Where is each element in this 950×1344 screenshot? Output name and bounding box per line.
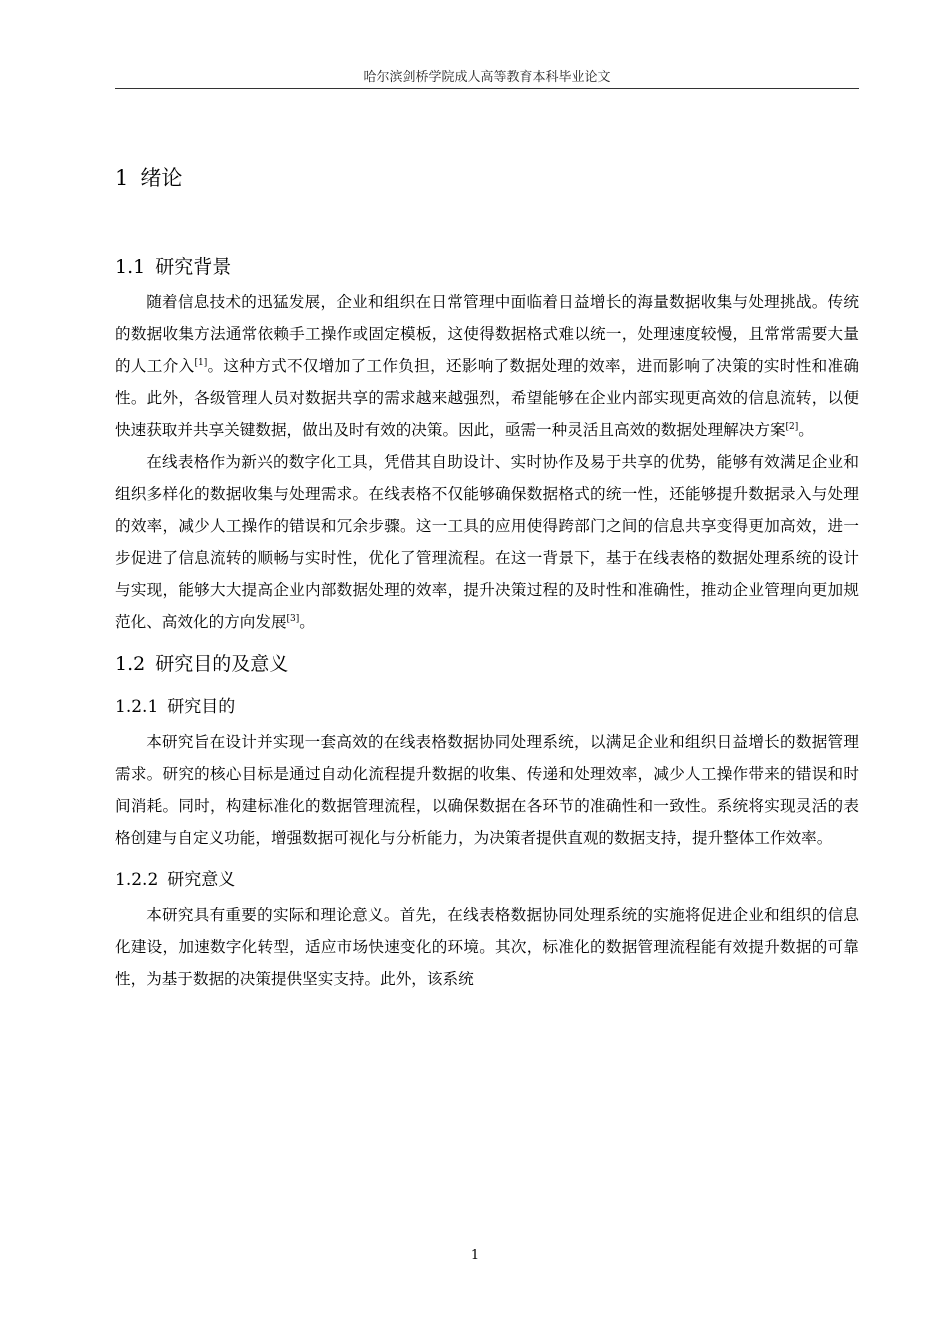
chapter-number: 1 — [115, 166, 129, 190]
significance-paragraph: 本研究具有重要的实际和理论意义。首先，在线表格数据协同处理系统的实施将促进企业和组织的信息化建设，加速数字化转型，适应市场快速变化的环境。其次，标准化的数据管理流程能有效提升数据的可靠性，为基于数据的决策提供坚实支持。此外，该系统 — [115, 906, 859, 988]
section-title: 研究目的及意义 — [155, 653, 289, 675]
subsection-heading-1-2-2 — [115, 863, 859, 897]
purpose-paragraph: 本研究旨在设计并实现一套高效的在线表格数据协同处理系统，以满足企业和组织日益增长的数据管理需求。研究的核心目标是通过自动化流程提升数据的收集、传递和处理效率，减少人工操作带来的错误和时间消耗。同时，构建标准化的数据管理流程，以确保数据在各环节的准确性和一致性。系统将实现灵活的表格创建与自定义功能，增强数据可视化与分析能力，为决策者提供直观的数据支持，提升整体工作效率。 — [115, 733, 859, 847]
section-number: 1.2 — [115, 653, 146, 675]
section-title: 研究背景 — [155, 256, 232, 278]
subsection-number: 1.2.2 — [115, 870, 159, 890]
section-heading-1-1 — [115, 250, 859, 284]
paragraph-text: 在线表格作为新兴的数字化工具，凭借其自助设计、实时协作及易于共享的优势，能够有效满足企业和组织多样化的数据收集与处理需求。在线表格不仅能够确保数据格式的统一性，还能够提升数据录入与处理的效率，减少人工操作的错误和冗余步骤。这一工具的应用使得跨部门之间的信息共享变得更加高效，进一步促进了信息流转的顺畅与实时性，优化了管理流程。在这一背景下，基于在线表格的数据处理系统的设计与实现，能够大大提高企业内部数据处理的效率，提升决策过程的及时性和准确性，推动企业管理向更加规范化、高效化的方向发展 — [115, 453, 859, 631]
paragraph-text: 随着信息技术的迅猛发展，企业和组织在日常管理中面临着日益增长的海量数据收集与处理挑战。传统的数据收集方法通常依赖手工操作或固定模板，这使得数据格式难以统一，处理速度较慢，且常常需要大量的人工介入 — [115, 293, 859, 375]
paragraph-text: 。 — [299, 613, 315, 631]
header-divider — [115, 88, 859, 89]
chapter-title: 绪论 — [140, 166, 183, 190]
subsection-number: 1.2.1 — [115, 697, 159, 717]
background-paragraph-2 — [115, 446, 859, 638]
subsection-title: 研究目的 — [167, 697, 236, 717]
section-number: 1.1 — [115, 256, 146, 278]
paragraph-text: 。 — [798, 421, 814, 439]
subsection-heading-1-2-1 — [115, 690, 859, 724]
citation-ref-3: [3] — [286, 614, 300, 624]
page-header: 哈尔滨剑桥学院成人高等教育本科毕业论文 — [363, 70, 611, 85]
document-body — [115, 160, 859, 995]
section-heading-1-2 — [115, 647, 859, 681]
citation-ref-2: [2] — [785, 422, 799, 432]
paragraph-text: 。这种方式不仅增加了工作负担，还影响了数据处理的效率，进而影响了决策的实时性和准确性。此外，各级管理人员对数据共享的需求越来越强烈，希望能够在企业内部实现更高效的信息流转，以便快速获取并共享关键数据，做出及时有效的决策。因此，亟需一种灵活且高效的数据处理解决方案 — [115, 357, 859, 439]
page-number: 1 — [470, 1248, 480, 1263]
background-paragraph-1 — [115, 286, 859, 446]
subsection-title: 研究意义 — [167, 870, 236, 890]
citation-ref-1: [1] — [194, 358, 208, 368]
chapter-heading — [115, 160, 859, 196]
